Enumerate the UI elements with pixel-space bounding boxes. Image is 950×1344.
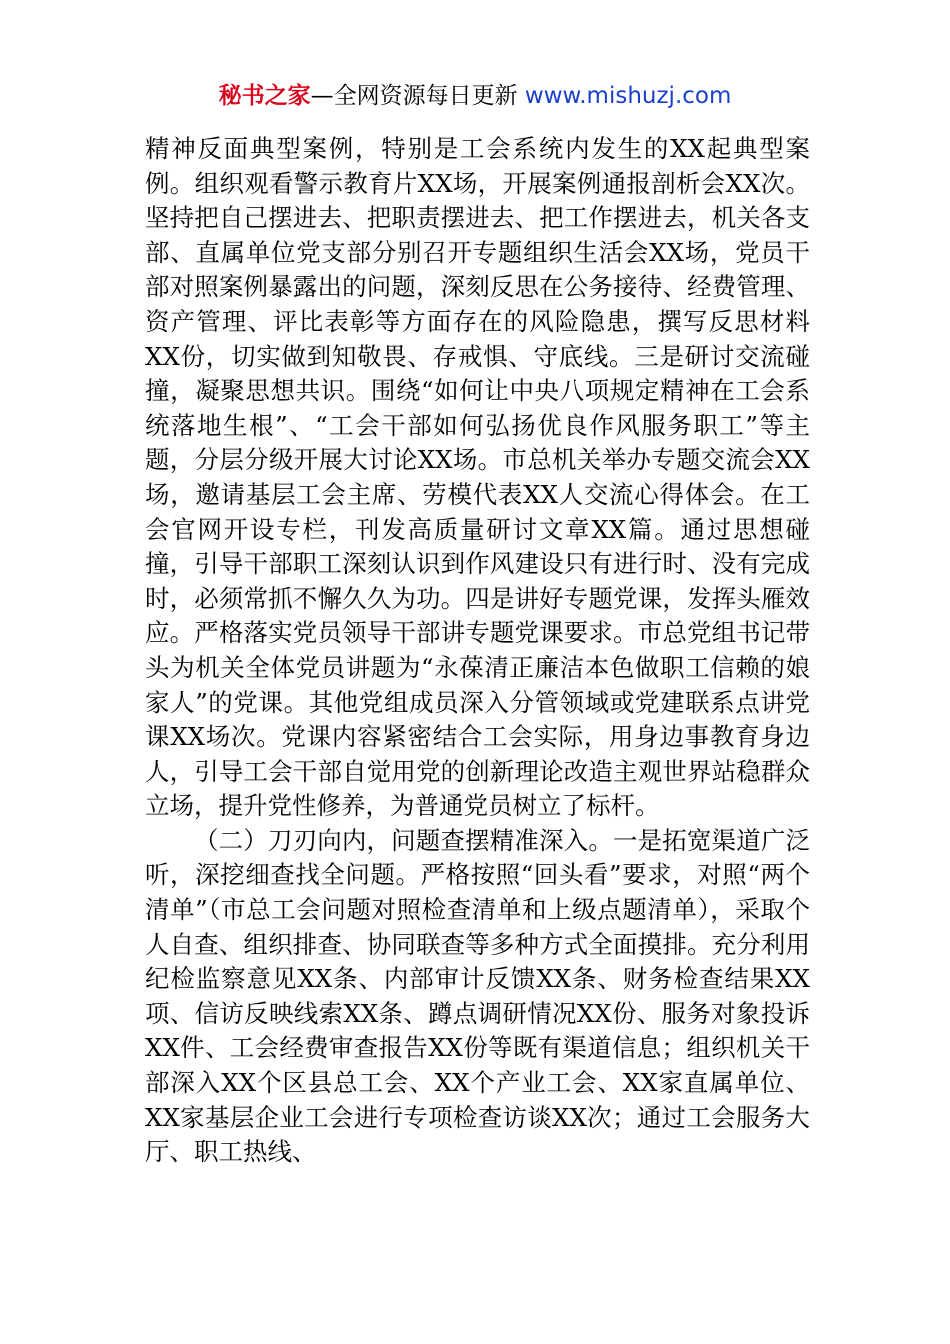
site-url-link[interactable]: www.mishuzj.com [524,83,732,109]
page-header [0,80,950,112]
brand-name: 秘书之家 [218,83,311,109]
document-body [145,132,810,1170]
header-dash: — [310,83,334,109]
header-slogan: 全网资源每日更新 [333,83,518,109]
body-paragraph-2: （二）刀刃向内，问题查摆精准深入。一是拓宽渠道广泛听，深挖细查找全问题。严格按照“回头看”要求，对照“两个清单”（市总工会问题对照检查清单和上级点题清单），采取个人自查、组织排查、协同联查等多种方式全面摸排。充分利用纪检监察意见XX条、内部审计反馈XX条、财务检查结果XX项、信访反映线索XX条、蹲点调研情况XX份、服务对象投诉XX件、工会经费审查报告XX份等既有渠道信息；组织机关干部深入XX个区县总工会、XX个产业工会、XX家直属单位、XX家基层企业工会进行专项检查访谈XX次；通过工会服务大厅、职工热线、 [145,825,810,1167]
body-paragraph-1: 精神反面典型案例，特别是工会系统内发生的XX起典型案例。组织观看警示教育片XX场，开展案例通报剖析会XX次。坚持把自己摆进去、把职责摆进去、把工作摆进去，机关各支部、直属单位党支部分别召开专题组织生活会XX场，党员干部对照案例暴露出的问题，深刻反思在公务接待、经费管理、资产管理、评比表彰等方面存在的风险隐患，撰写反思材料XX份，切实做到知敬畏、存戒惧、守底线。三是研讨交流碰撞，凝聚思想共识。围绕“如何让中央八项规定精神在工会系统落地生根”、“工会干部如何弘扬优良作风服务职工”等主题，分层分级开展大讨论XX场。市总机关举办专题交流会XX场，邀请基层工会主席、劳模代表XX人交流心得体会。在工会官网开设专栏，刊发高质量研讨文章XX篇。通过思想碰撞，引导干部职工深刻认识到作风建设只有进行时、没有完成时，必须常抓不懈久久为功。四是讲好专题党课，发挥头雁效应。严格落实党员领导干部讲专题党课要求。市总党组书记带头为机关全体党员讲题为“永葆清正廉洁本色做职工信赖的娘家人”的党课。其他党组成员深入分管领域或党建联系点讲党课XX场次。党课内容紧密结合工会实际，用身边事教育身边人，引导工会干部自觉用党的创新理论改造主观世界站稳群众立场，提升党性修养，为普通党员树立了标杆。 [145,134,810,821]
